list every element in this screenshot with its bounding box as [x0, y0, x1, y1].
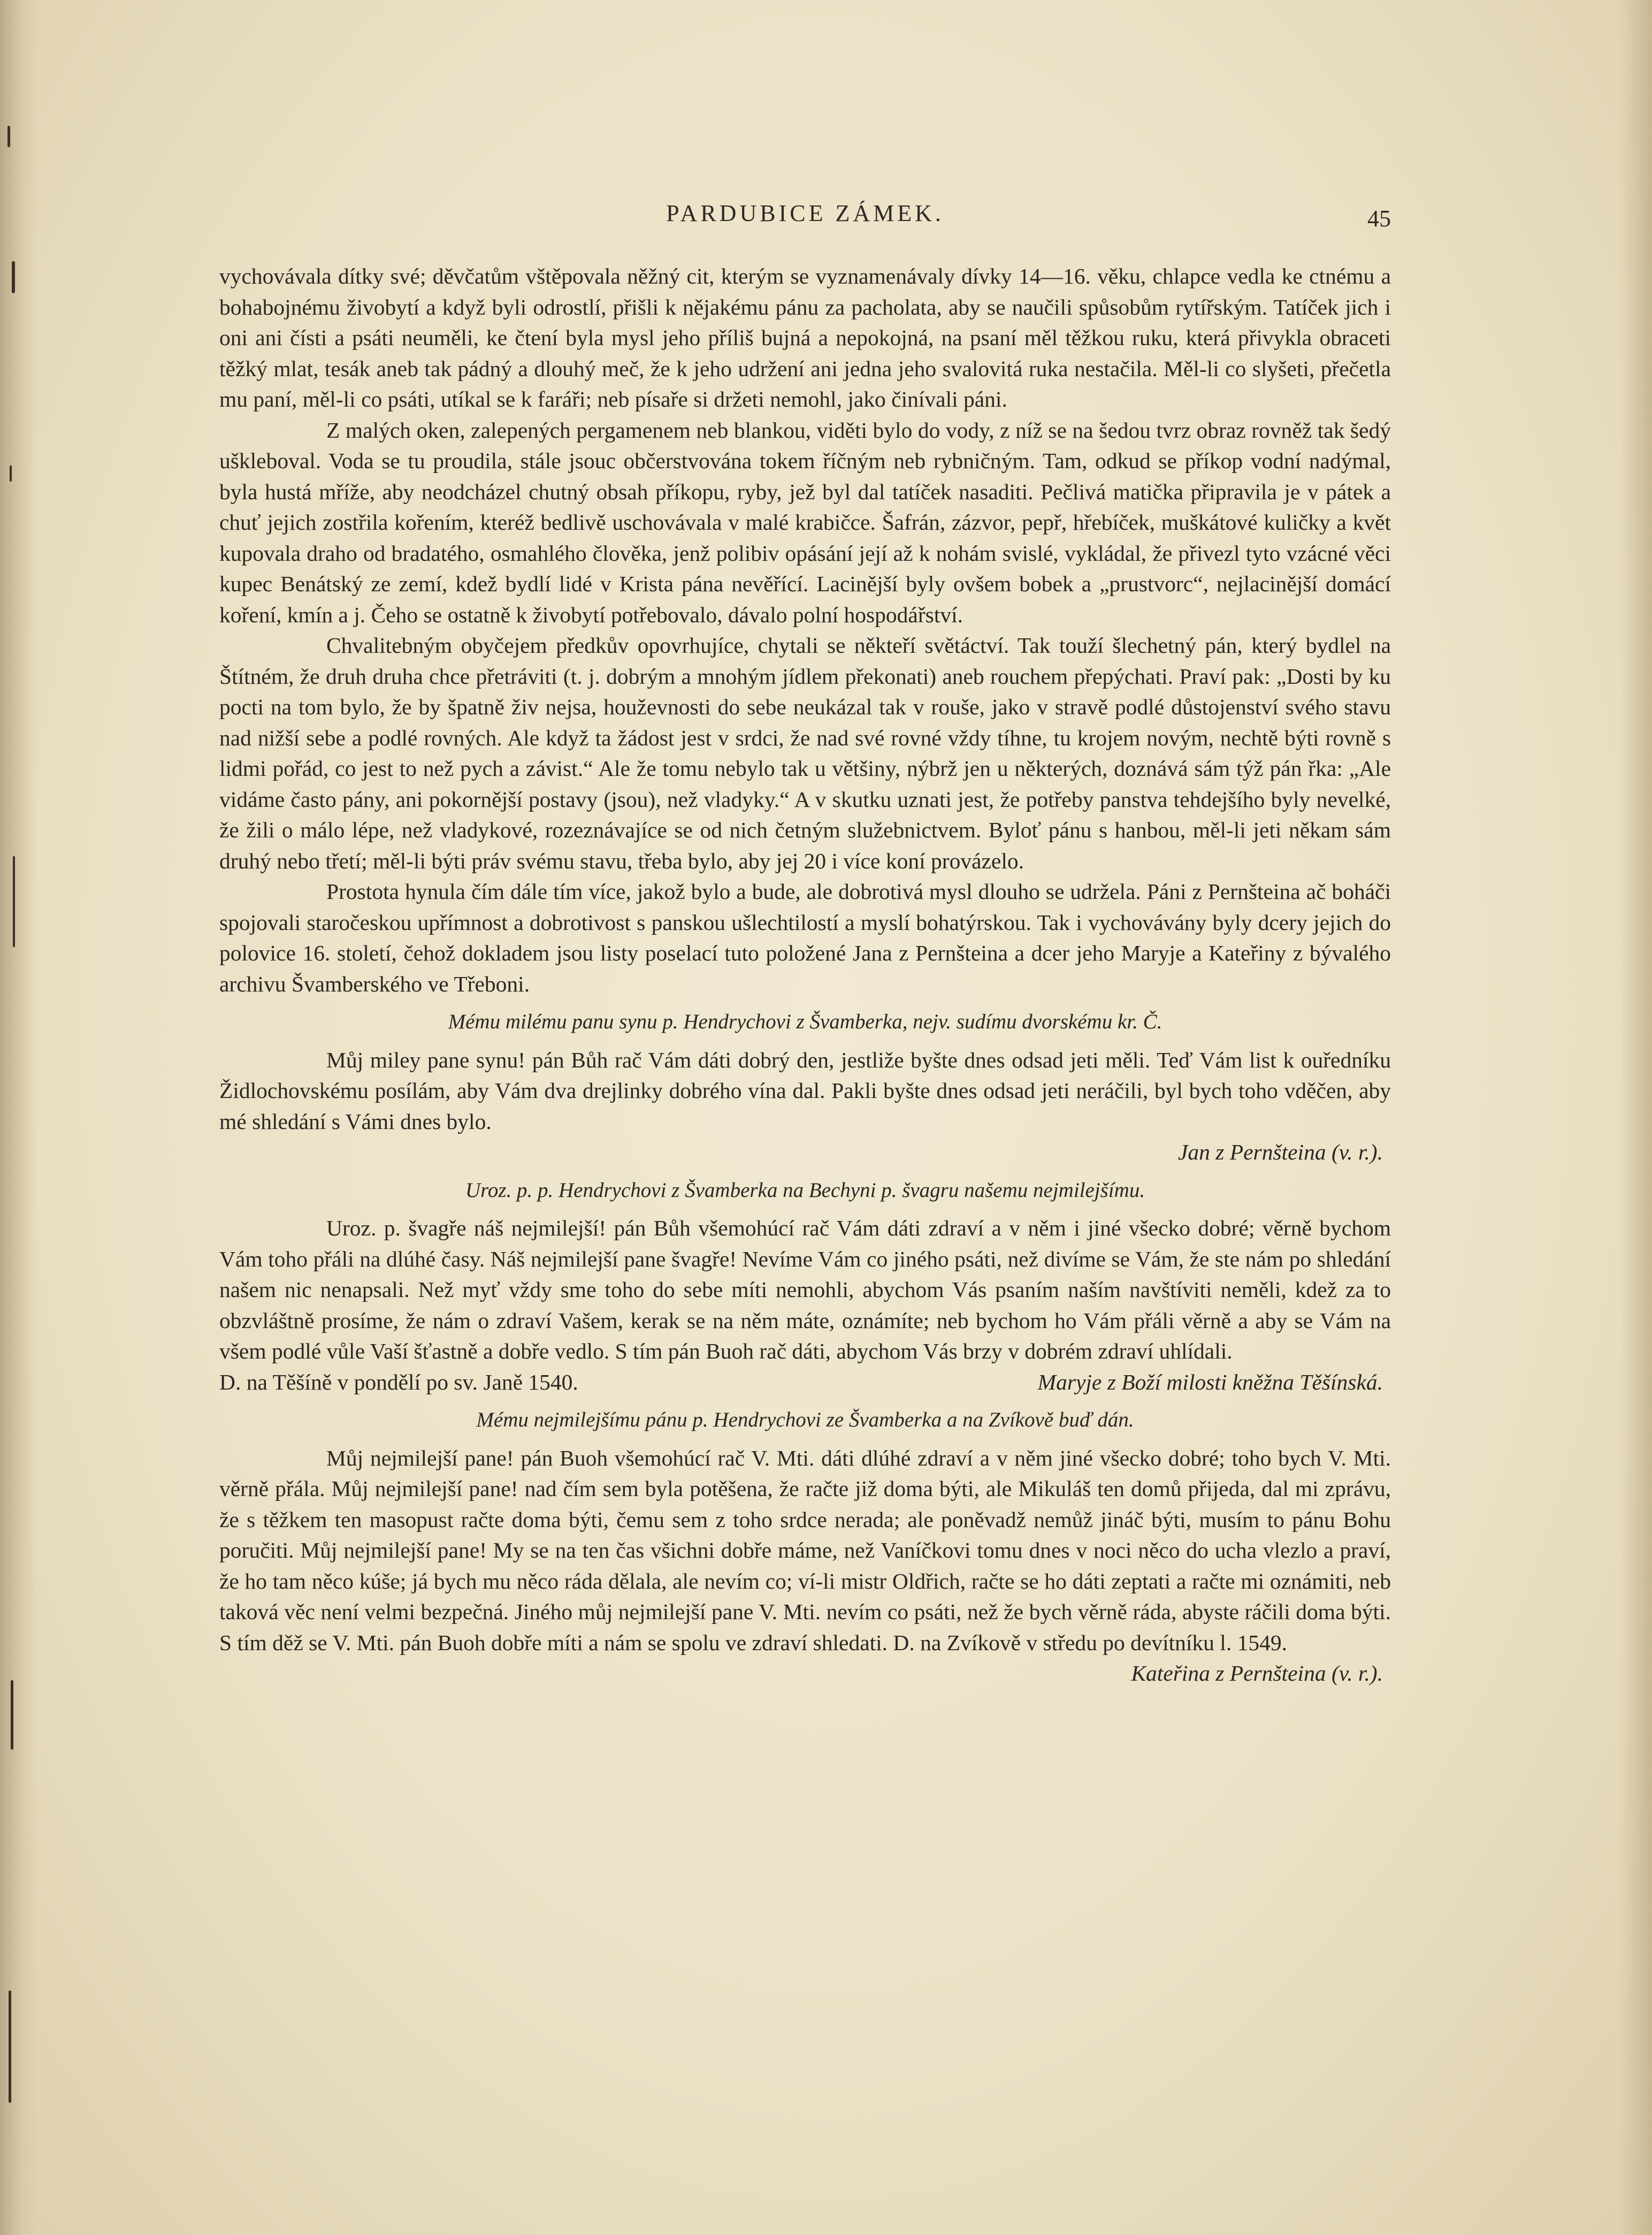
ink-fleck: [12, 261, 15, 293]
ink-fleck: [11, 1680, 13, 1750]
letter-2-closing: [219, 1367, 1391, 1398]
running-title: PARDUBICE ZÁMEK.: [666, 200, 944, 226]
ink-fleck: [10, 466, 12, 482]
page-header: [219, 190, 1391, 233]
letter-1-text: Můj miley pane synu! pán Bůh rač Vám dáti dobrý den, jestliže byšte dnes odsad jeti měli. Teď Vám list k ouředníku Židlochovskému posílám, aby Vám dva drejlinky dobrého vína dal. Pakli byšte dnes odsad jeti neráčili, byl bych toho vděčen, aby mé shledání s Vámi dnes bylo.: [219, 1047, 1391, 1134]
ink-fleck: [9, 1990, 11, 2103]
ink-fleck: [7, 126, 10, 147]
paragraph-2: Z malých oken, zalepených pergamenem neb blankou, viděti bylo do vody, z níž se na šedou tvrz obraz rovněž tak šedý ušklebоval. Voda se tu proudila, stále jsouc občerstvována tokem říčným neb rybničným. Tam, odkud se příkop vodní nadýmal, byla hustá mříže, aby neodcházel chutný obsah příkopu, ryby, jež byl dal tatíček nasaditi. Pečlivá matička připravila je v pátek a chuť jejich zostřila kořením, kteréž bedlivě uschovávala v malé krabičce. Šafrán, zázvor, pepř, hřebíček, muškátové kuličky a květ kupovala draho od bradatého, osmahlého člověka, jenž polibiv opásání její až k nohám svislé, vykládal, že přivezl tyto vzácné věci kupec Benátský ze zemí, kdež bydlí lidé v Krista pána nevěřící. Lacinější byly ovšem bobek a „prustvorc“, nejlacinější domácí koření, kmín a j. Čeho se ostatně k živobytí potřebovalo, dávalo polní hospodářství.: [219, 417, 1391, 627]
letter-2-text: Uroz. p. švagře náš nejmilejší! pán Bůh všemohúcí rač Vám dáti zdraví a v něm i jiné všecko dobré; věrně bychom Vám toho přáli na dlúhé časy. Náš nejmilejší pane švagře! Nevíme Vám co jiného psáti, než divíme se Vám, že ste nám po shledání našem nic nenapsali. Než myť vždy sme toho do sebe míti nemohli, abychom Vás psaním naším navštíviti neměli, kdež za to obzvláštně prosíme, že nám o zdraví Vašem, kerak se na něm máte, oznámíte; neb bychom ho Vám přáli věrně a aby se Vám na všem podlé vůle Vaší šťastně a dobře vedlo. S tím pán Buoh rač dáti, abychom Vás brzy v dobrém zdraví uhlídali.: [219, 1216, 1391, 1363]
letter-3-heading: Mému nejmilejšímu pánu p. Hendrychovi ze Švamberka a na Zvíkově buď dán.: [476, 1408, 1134, 1431]
letter-3-text: Můj nejmilejší pane! pán Buoh všemohúcí rač V. Mti. dáti dlúhé zdraví a v něm jiné všecko dobré; toho bych V. Mti. věrně přála. Můj nejmilejší pane! nad čím sem byla potěšena, že račte již doma býti, ale Mikuláš ten domů přijeda, dal mi zprávu, že s těžkem ten masopust račte doma býti, čemu sem z toho srdce nerada; ale poněvadž nemůž jináč býti, musím to pánu Bohu poručiti. Můj nejmilejší pane! My se na ten čas všichni dobře máme, než Vaníčkovi tomu dnes v noci něco do ucha vlezlo a praví, že ho tam něco kúše; já bych mu něco ráda dělala, ale nevím co; ví-li mistr Oldřich, račte se ho dáti zeptati a račte mi oznámiti, neb taková věc není velmi bezpečná. Jiného můj nejmilejší pane V. Mti. nevím co psáti, než že bych věrně ráda, abyste ráčili doma býti. S tím děž se V. Mti. pán Buoh dobře míti a nám se spolu ve zdraví shledati. D. na Zvíkově v středu po devítníku l. 1549.: [219, 1445, 1391, 1655]
body-text: [219, 261, 1391, 1689]
letter-2-date: D. na Těšíně v pondělí po sv. Janě 1540.: [219, 1369, 578, 1394]
page-number: 45: [1367, 205, 1391, 232]
binding-shadow: [0, 0, 37, 2235]
page-edge-shadow: [1620, 0, 1652, 2235]
paragraph-3: Chvalitebným obyčejem předkův opovrhujíce, chytali se někteří světáctví. Tak touží šlechetný pán, který bydlel na Štítném, že druh druha chce přetráviti (t. j. dobrým a mnohým jídlem překonati) aneb rouchem přepýchati. Praví pak: „Dosti by ku pocti na tom bylo, že by špatně živ nejsa, houževnosti do sebe neukázal tak v rouše, jako v stravě podlé důstojenství svého stavu nad nižší sebe a podlé rovných. Ale když ta žádost jest v srdci, že nad své rovné vždy tíhne, tu krojem novým, nechtě býti rovně s lidmi pořád, co jest to než pych a závist.“ Ale že tomu nebylo tak u většiny, nýbrž jen u některých, doznává sám týž pán řka: „Ale vidáme často pány, ani pokornější postavy (jsou), než vladyky.“ A v skutku uznati jest, že potřeby panstva tehdejšího byly nevelké, že žili o málo lépe, než vladykové, rozeznávajíce se od nich četným služebnictvem. Bylоť pánu s hanbou, měl-li jeti někam sám druhý nebo třetí; měl-li býti práv svému stavu, třeba bylo, aby jej 20 i více koní provázelo.: [219, 633, 1391, 873]
ink-fleck: [13, 856, 15, 947]
letter-1-heading: Mému milému panu synu p. Hendrychovi z Švamberka, nejv. sudímu dvorskému kr. Č.: [448, 1010, 1162, 1033]
letter-3-signature: Kateřina z Pernšteina (v. r.).: [1131, 1661, 1383, 1685]
letter-2-signature: Maryje z Boží milosti kněžna Těšínská.: [1037, 1369, 1383, 1394]
letter-2-heading: Uroz. p. p. Hendrychovi z Švamberka na Bechyni p. švagru našemu nejmilejšímu.: [465, 1178, 1145, 1202]
letter-1-signature: Jan z Pernšteina (v. r.).: [1177, 1140, 1383, 1164]
paragraph-4: Prostota hynula čím dále tím více, jakož bylo a bude, ale dobrotivá mysl dlouho se udržela. Páni z Pernšteina ač boháči spojovali staročeskou upřímnost a dobrotivost s panskou ušlechtilostí a myslí bohatýrskou. Tak i vychovávány byly dcery jejich do polovice 16. století, čehož dokladem jsou listy poselací tuto položené Jana z Pernšteina a dcer jeho Maryje a Kateřiny z bývalého archivu Švamberského ve Třeboni.: [219, 879, 1391, 996]
paragraph-1: vychovávala dítky své; děvčatům vštěpovala něžný cit, kterým se vyznamenávaly dívky 14—16. věku, chlapce vedla ke ctnému a bohabojnému živobytí a když byli odrostlí, přišli k nějakému pánu za pacholata, aby se naučili spůsobům rytířským. Tatíček jich i oni ani čísti a psáti neuměli, ke čtení byla mysl jeho příliš bujná a nepokojná, na psaní měl těžkou ruku, která přivykla obraceti těžký mlat, tesák aneb tak pádný a dlouhý meč, že k jeho udržení ani jedna jeho svalovitá ruka nestačila. Měl-li co slyšeti, přečetla mu paní, měl-li co psáti, utíkal se k faráři; neb písaře si držeti nemohl, jako činívali páni.: [219, 264, 1391, 411]
